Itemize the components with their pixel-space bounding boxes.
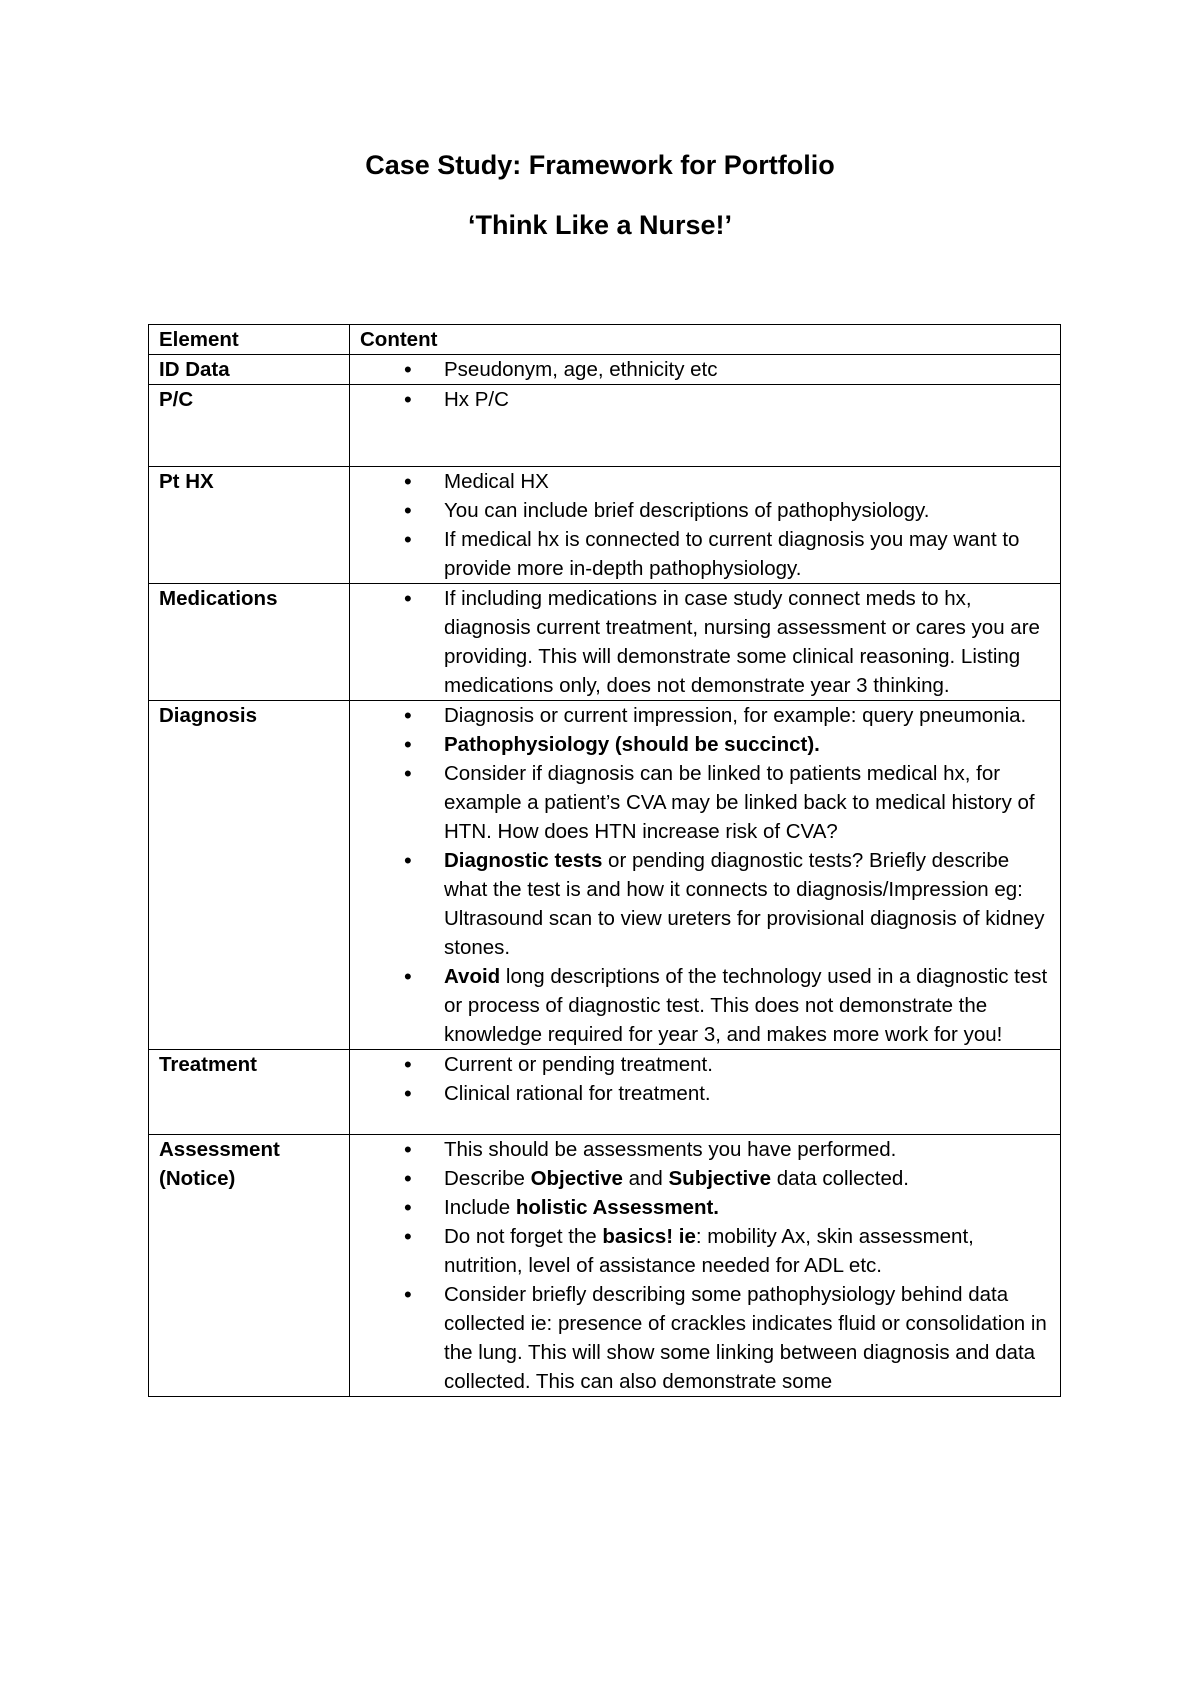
element-cell: Diagnosis: [149, 701, 350, 1050]
bullet-item: [360, 1193, 1054, 1222]
element-cell: Treatment: [149, 1050, 350, 1135]
bullet-item: [360, 759, 1054, 846]
table-body: [149, 355, 1061, 1397]
bullet-text: Include: [444, 1196, 516, 1219]
element-cell: Pt HX: [149, 467, 350, 584]
bullet-list: [360, 1050, 1054, 1108]
table-row: [149, 584, 1061, 701]
bullet-text: basics! ie: [602, 1225, 696, 1248]
bullet-list: [360, 385, 1054, 414]
bullet-item: [360, 701, 1054, 730]
content-cell: [350, 584, 1061, 701]
bullet-text: If medical hx is connected to current diagnosis you may want to provide more in-depth pathophysiology.: [444, 528, 1020, 580]
bullet-list: [360, 584, 1054, 700]
document-subtitle: ‘Think Like a Nurse!’: [467, 210, 733, 240]
bullet-list: [360, 1135, 1054, 1396]
bullet-item: [360, 1222, 1054, 1280]
content-cell: [350, 355, 1061, 385]
bullet-item: [360, 1050, 1054, 1079]
bullet-text: Current or pending treatment.: [444, 1053, 713, 1076]
bullet-item: [360, 355, 1054, 384]
element-cell: P/C: [149, 385, 350, 467]
element-cell: Medications: [149, 584, 350, 701]
bullet-list: [360, 467, 1054, 583]
table-header-row: [149, 325, 1061, 355]
bullet-text: Medical HX: [444, 470, 549, 493]
bullet-text: Diagnostic tests: [444, 849, 603, 872]
header-element: Element: [149, 325, 350, 355]
content-cell: [350, 467, 1061, 584]
bullet-list: [360, 701, 1054, 1049]
content-cell: [350, 1050, 1061, 1135]
table-row: [149, 1050, 1061, 1135]
table-row: [149, 355, 1061, 385]
bullet-item: [360, 730, 1054, 759]
bullet-text: Consider briefly describing some pathophysiology behind data collected ie: presence of crackles indicates fluid or consolidation in the lung. This will show some linking between diagnosis and data collected. This can also demonstrate some: [444, 1283, 1047, 1393]
bullet-text: Avoid: [444, 965, 501, 988]
table-row: [149, 467, 1061, 584]
bullet-text: If including medications in case study connect meds to hx, diagnosis current treatment, nursing assessment or cares you are providing. This will demonstrate some clinical reasoning. Listing medications only, does not demonstrate year 3 thinking.: [444, 587, 1040, 697]
bullet-text: holistic Assessment.: [515, 1196, 719, 1219]
bullet-text: or pending diagnostic tests? Briefly describe what the test is and how it connects to diagnosis/Impression eg: Ultrasound scan to view ureters for provisional diagnosis of kidney stones.: [444, 849, 1045, 959]
content-cell: [350, 1135, 1061, 1397]
bullet-text: Pseudonym, age, ethnicity etc: [444, 358, 718, 381]
bullet-item: [360, 525, 1054, 583]
bullet-item: [360, 846, 1054, 962]
table-row: [149, 701, 1061, 1050]
header-content: Content: [350, 325, 1061, 355]
bullet-item: [360, 1164, 1054, 1193]
bullet-item: [360, 496, 1054, 525]
table-row: [149, 1135, 1061, 1397]
bullet-text: Diagnosis or current impression, for example: query pneumonia.: [444, 704, 1027, 727]
element-cell: ID Data: [149, 355, 350, 385]
bullet-item: [360, 467, 1054, 496]
bullet-text: This should be assessments you have performed.: [444, 1138, 897, 1161]
element-cell: Assessment (Notice): [149, 1135, 350, 1397]
bullet-text: long descriptions of the technology used in a diagnostic test or process of diagnostic test. This does not demonstrate the knowledge required for year 3, and makes more work for you!: [444, 965, 1048, 1046]
bullet-text: Clinical rational for treatment.: [444, 1082, 711, 1105]
bullet-text: Objective: [530, 1167, 623, 1190]
document-title: Case Study: Framework for Portfolio: [365, 150, 835, 180]
bullet-text: data collected.: [771, 1167, 909, 1190]
bullet-text: and: [622, 1167, 669, 1190]
bullet-item: [360, 584, 1054, 700]
bullet-text: Hx P/C: [444, 388, 509, 411]
bullet-text: Pathophysiology (should be succinct).: [444, 733, 820, 756]
bullet-text: Subjective: [668, 1167, 772, 1190]
bullet-item: [360, 1079, 1054, 1108]
content-cell: [350, 701, 1061, 1050]
bullet-item: [360, 385, 1054, 414]
bullet-item: [360, 1280, 1054, 1396]
table-row: [149, 385, 1061, 467]
bullet-text: Consider if diagnosis can be linked to patients medical hx, for example a patient’s CVA may be linked back to medical history of HTN. How does HTN increase risk of CVA?: [444, 762, 1035, 843]
bullet-text: : mobility Ax, skin assessment, nutrition, level of assistance needed for ADL etc.: [444, 1225, 974, 1277]
bullet-item: [360, 962, 1054, 1049]
bullet-text: You can include brief descriptions of pathophysiology.: [444, 499, 930, 522]
content-cell: [350, 385, 1061, 467]
bullet-item: [360, 1135, 1054, 1164]
bullet-text: Do not forget the: [444, 1225, 603, 1248]
bullet-list: [360, 355, 1054, 384]
framework-table: [148, 324, 1061, 1397]
bullet-text: Describe: [444, 1167, 531, 1190]
